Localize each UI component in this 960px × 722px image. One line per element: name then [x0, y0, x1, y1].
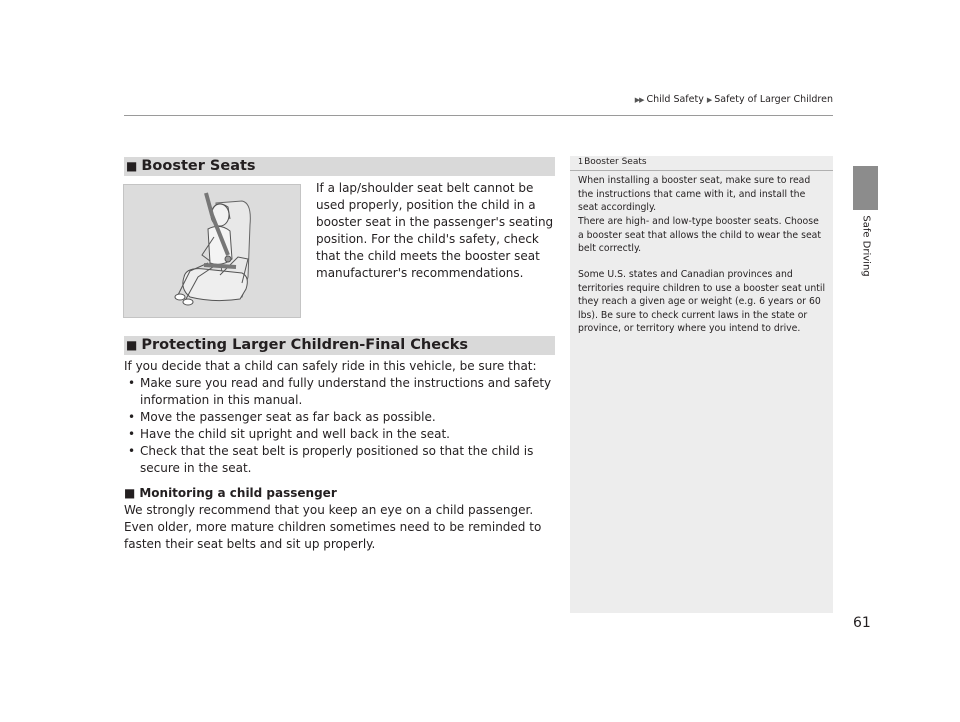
reference-marker-icon: 1	[578, 157, 584, 166]
header-rule	[124, 115, 833, 116]
section-title: Booster Seats	[141, 158, 256, 174]
breadcrumb-item-child-safety[interactable]: Child Safety	[646, 94, 704, 105]
section-title: Protecting Larger Children-Final Checks	[141, 337, 468, 353]
sidebar-note-title[interactable]: 1Booster Seats	[578, 157, 647, 167]
final-checks-intro: If you decide that a child can safely ride in this vehicle, be sure that:	[124, 359, 537, 373]
bullet-icon: •	[128, 444, 136, 458]
sidebar-note-paragraph: There are high- and low-type booster seats. Choose a booster seat that allows the child to wear the seat belt correctly.	[578, 216, 822, 254]
bullet-icon: •	[128, 376, 136, 390]
bullet-icon: •	[128, 427, 136, 441]
list-item: • Check that the seat belt is properly positioned so that the child is secure in the seat.	[128, 444, 534, 475]
booster-seats-intro: If a lap/shoulder seat belt cannot be used properly, position the child in a booster seat in the passenger's seating position. For the child's safety, check that the child meets the booster seat manufacturer's recommendations.	[316, 181, 554, 280]
section-heading-booster-seats	[124, 157, 555, 176]
section-heading-final-checks	[124, 336, 555, 355]
subheading-monitoring: ■ Monitoring a child passenger	[124, 486, 337, 500]
final-checks-list	[124, 375, 556, 477]
sidebar-note-paragraph: Some U.S. states and Canadian provinces and territories require children to use a booster seat until they reach a given age or weight (e.g. 6 years or 60 lbs). Be sure to check current laws in the state or province, or territory where you intend to drive.	[578, 269, 826, 334]
sidebar-note-paragraph: When installing a booster seat, make sure to read the instructions that came with it, and install the seat accordingly.	[578, 175, 811, 213]
list-item: • Make sure you read and fully understand the instructions and safety information in this manual.	[128, 376, 552, 407]
section-marker-icon: ■	[126, 159, 138, 173]
breadcrumb-arrow-icon: ▶▶	[634, 95, 644, 104]
child-in-booster-seat-icon	[124, 185, 302, 319]
breadcrumb-item-larger-children: Safety of Larger Children	[714, 94, 833, 105]
chapter-tab-label[interactable]: Safe Driving	[860, 215, 872, 277]
sidebar-note-rule	[570, 170, 833, 171]
monitoring-text: We strongly recommend that you keep an eye on a child passenger. Even older, more mature children sometimes need to be reminded to fasten their seat belts and sit up properly.	[124, 503, 542, 551]
list-item: • Move the passenger seat as far back as possible.	[128, 410, 436, 424]
breadcrumb	[634, 94, 833, 105]
page-number: 61	[853, 615, 871, 631]
booster-seat-illustration	[123, 184, 301, 318]
section-marker-icon: ■	[124, 486, 136, 500]
breadcrumb-arrow-icon: ▶	[706, 95, 712, 104]
list-item: • Have the child sit upright and well back in the seat.	[128, 427, 450, 441]
section-marker-icon: ■	[126, 338, 138, 352]
bullet-icon: •	[128, 410, 136, 424]
chapter-tab-marker	[853, 166, 878, 210]
